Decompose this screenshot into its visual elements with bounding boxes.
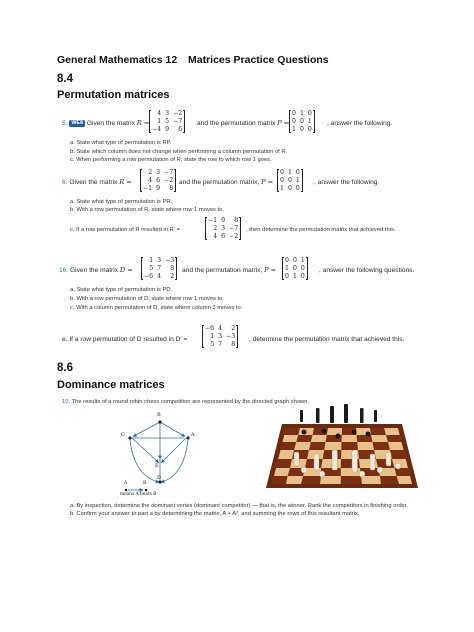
question-6-mid: and the permutation matrix, P =	[179, 178, 274, 186]
graph-legend: means A beats B	[120, 492, 157, 497]
matrix-Dprime-q16: −6 4 2 1 3 −3 5 7 8	[202, 325, 238, 348]
matrix-P-q6: 0 1 0 0 0 1 1 0 0	[277, 169, 303, 192]
question-6-stem: 6. Given the matrix R =	[62, 178, 132, 186]
question-6-post: , answer the following.	[314, 179, 380, 186]
question-16b: b. With a row permutation of D, state where row 1 moves to.	[70, 296, 225, 302]
question-10-stem: 10. The results of a round robin chess competition are represented by the directed graph shown.	[62, 399, 310, 405]
worked-example-badge[interactable]: WE8	[71, 120, 84, 126]
question-16e-post: , determine the permutation matrix that achieved this.	[249, 336, 405, 343]
matrix-P-q5: 0 1 0 0 0 1 1 0 0	[289, 110, 315, 133]
question-6c-post: , then determine the permutation matrix that achieved this.	[246, 227, 396, 233]
question-16e: e. If a row permutation of D resulted in D′ =	[62, 336, 188, 343]
question-16-stem: 16. Given the matrix D =	[59, 266, 133, 274]
question-number: 5.	[62, 120, 68, 127]
question-5-mid: and the permutation matrix P =	[197, 119, 290, 127]
legend-label-a: A	[124, 481, 128, 486]
question-16a: a. State what type of permutation is PD.	[70, 287, 173, 293]
question-16-mid: and the permutation matrix, P =	[182, 266, 277, 274]
section-title-dominance: Dominance matrices	[57, 379, 165, 391]
question-16-post: , answer the following questions.	[319, 267, 415, 274]
matrix-P-q16: 0 0 1 1 0 0 0 1 0	[282, 257, 308, 280]
question-5c: c. When performing a row permutation of R, state the row to which row 1 goes.	[70, 157, 272, 163]
question-10b: b. Confirm your answer to part a by determining the matrix, A + A², and summing the rows of this resultant matrix.	[70, 511, 360, 517]
matrix-Rprime-q6: −1 9 8 2 3 −7 4 6 −2	[205, 217, 241, 240]
vertex-label-b: B	[157, 412, 161, 418]
vertex-label-c: C	[121, 432, 125, 438]
question-16c: c. With a column permutation of D, state where column 3 moves to.	[70, 305, 243, 311]
vertex-label-d: D	[157, 475, 162, 481]
document-subtitle: Matrices Practice Questions	[188, 54, 329, 66]
section-number-8-4: 8.4	[57, 73, 73, 85]
question-text: Given the matrix	[86, 120, 135, 127]
question-10a: a. By inspection, determine the dominant vertex (dominant competitor) — that is, the winner. Rank the competitors in finishing order.	[70, 503, 408, 509]
question-5-stem	[62, 119, 149, 128]
section-number-8-6: 8.6	[57, 362, 73, 374]
document-title: General Mathematics 12	[57, 54, 178, 66]
question-5a: a. State what type of permutation is RP.	[70, 140, 172, 146]
question-6b: b. With a row permutation of R, state where row 1 moves to.	[70, 207, 225, 213]
chess-board-image	[264, 404, 420, 494]
question-6a: a. State what type of permutation is PR.	[70, 199, 173, 205]
matrix-R-q5: 4 3 −2 1 5 −7 −4 9 6	[149, 110, 185, 133]
question-5-post: , answer the following.	[327, 120, 393, 127]
matrix-D-q16: 1 3 −3 5 7 8 −6 4 2	[141, 257, 177, 280]
vertex-label-e: E	[155, 463, 159, 469]
section-title-permutation: Permutation matrices	[57, 89, 170, 101]
vertex-label-a: A	[191, 432, 195, 438]
directed-graph	[112, 410, 212, 500]
matrix-symbol: R =	[136, 119, 150, 127]
question-6c: c. If a row permutation of R resulted in R′ =	[70, 227, 180, 233]
legend-label-b: B	[143, 481, 147, 486]
matrix-R-q6: 2 3 −7 4 6 −2 −1 9 8	[140, 169, 176, 192]
question-5b: b. State which column does not change when performing a column permutation of R.	[70, 149, 288, 155]
